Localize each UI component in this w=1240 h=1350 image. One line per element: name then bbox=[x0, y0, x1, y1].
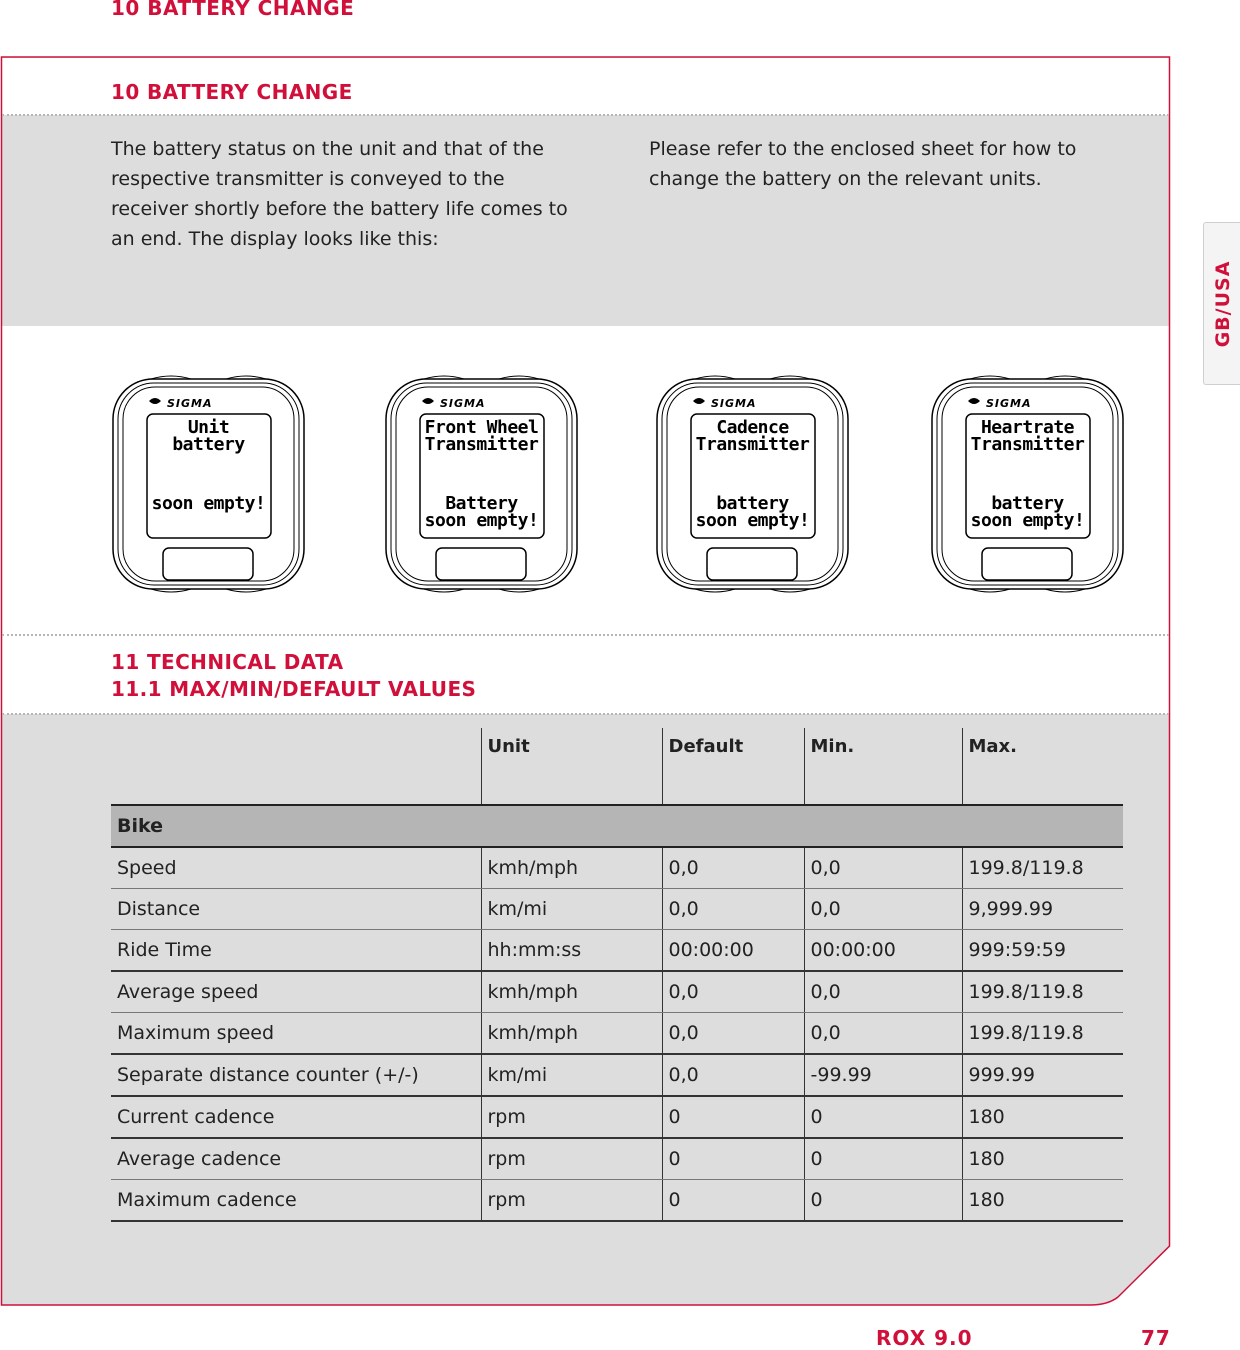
table-cell: 0,0 bbox=[662, 1054, 804, 1096]
screen-line-4: soon empty! bbox=[970, 510, 1085, 531]
screen-line-1: Unit bbox=[187, 417, 230, 438]
column-header-unit: Unit bbox=[481, 728, 662, 805]
table-cell: 0 bbox=[804, 1180, 962, 1222]
table-cell: km/mi bbox=[481, 889, 662, 930]
table-cell: 0,0 bbox=[662, 1013, 804, 1055]
table-cell: kmh/mph bbox=[481, 971, 662, 1013]
table-cell: kmh/mph bbox=[481, 847, 662, 889]
footer-product: ROX 9.0 bbox=[876, 1326, 973, 1350]
table-cell: km/mi bbox=[481, 1054, 662, 1096]
screen-line-1: Heartrate bbox=[980, 417, 1075, 438]
table-row bbox=[111, 1096, 1123, 1138]
table-cell: 180 bbox=[962, 1096, 1123, 1138]
table-cell: 0 bbox=[804, 1096, 962, 1138]
screen-line-3: battery bbox=[991, 493, 1064, 514]
screen-line-3: Battery bbox=[445, 493, 518, 514]
table-cell: 999:59:59 bbox=[962, 930, 1123, 972]
column-header bbox=[111, 728, 481, 805]
table-row bbox=[111, 847, 1123, 889]
table-cell: 180 bbox=[962, 1180, 1123, 1222]
table-cell: 0,0 bbox=[804, 1013, 962, 1055]
language-tab bbox=[1203, 222, 1240, 385]
table-cell: 0 bbox=[662, 1138, 804, 1180]
section11-title: 11 TECHNICAL DATA bbox=[111, 650, 344, 674]
table-row bbox=[111, 930, 1123, 972]
brand-label: SIGMA bbox=[986, 397, 1032, 410]
screen-line-2: Transmitter bbox=[970, 434, 1085, 455]
table-cell: Maximum speed bbox=[111, 1013, 481, 1055]
table-cell: 199.8/119.8 bbox=[962, 971, 1123, 1013]
divider bbox=[2, 713, 1169, 715]
table-cell: 0 bbox=[662, 1096, 804, 1138]
table-cell: 0 bbox=[804, 1138, 962, 1180]
table-group-row bbox=[111, 805, 1123, 847]
table-cell: Ride Time bbox=[111, 930, 481, 972]
table-row bbox=[111, 971, 1123, 1013]
screen-line-2: Transmitter bbox=[695, 434, 810, 455]
group-label: Bike bbox=[111, 805, 481, 847]
brand-label: SIGMA bbox=[711, 397, 757, 410]
table-cell: 0,0 bbox=[804, 889, 962, 930]
table-cell: 0,0 bbox=[662, 847, 804, 889]
table-cell: 199.8/119.8 bbox=[962, 1013, 1123, 1055]
section10-title: 10 BATTERY CHANGE bbox=[111, 80, 353, 104]
table-row bbox=[111, 1054, 1123, 1096]
table-cell: kmh/mph bbox=[481, 1013, 662, 1055]
section10-left-paragraph: The battery status on the unit and that of the respective transmitter is conveyed to the receiver shortly before the battery life comes to an end. The display looks like this: bbox=[111, 138, 568, 250]
device-front-wheel-transmitter bbox=[384, 373, 579, 597]
table-cell: 999.99 bbox=[962, 1054, 1123, 1096]
table-cell: 00:00:00 bbox=[804, 930, 962, 972]
screen-line-4: soon empty! bbox=[151, 493, 266, 514]
table-cell: Speed bbox=[111, 847, 481, 889]
divider bbox=[2, 114, 1169, 116]
table-cell: Maximum cadence bbox=[111, 1180, 481, 1222]
section11-subtitle: 11.1 MAX/MIN/DEFAULT VALUES bbox=[111, 677, 477, 701]
table-cell: Separate distance counter (+/-) bbox=[111, 1054, 481, 1096]
screen-line-3: battery bbox=[716, 493, 789, 514]
table-row bbox=[111, 1013, 1123, 1055]
divider bbox=[2, 634, 1169, 636]
screen-line-1: Front Wheel bbox=[424, 417, 539, 438]
table-cell: Average cadence bbox=[111, 1138, 481, 1180]
page-header: 10 BATTERY CHANGE bbox=[111, 0, 355, 20]
device-heartrate-transmitter bbox=[930, 373, 1125, 597]
table-header-row bbox=[111, 728, 1123, 805]
table-cell: Current cadence bbox=[111, 1096, 481, 1138]
table-cell: 180 bbox=[962, 1138, 1123, 1180]
table-cell: 0 bbox=[662, 1180, 804, 1222]
column-header-min: Min. bbox=[804, 728, 962, 805]
table-cell: 0,0 bbox=[804, 971, 962, 1013]
brand-label: SIGMA bbox=[167, 397, 213, 410]
table-cell: rpm bbox=[481, 1138, 662, 1180]
table-cell: 00:00:00 bbox=[662, 930, 804, 972]
footer-page-number: 77 bbox=[1141, 1326, 1171, 1350]
screen-line-4: soon empty! bbox=[424, 510, 539, 531]
brand-label: SIGMA bbox=[440, 397, 486, 410]
table-cell: 0,0 bbox=[662, 971, 804, 1013]
table-cell: 0,0 bbox=[804, 847, 962, 889]
screen-line-1: Cadence bbox=[716, 417, 789, 438]
table-cell: hh:mm:ss bbox=[481, 930, 662, 972]
screen-line-4: soon empty! bbox=[695, 510, 810, 531]
table-cell: rpm bbox=[481, 1180, 662, 1222]
language-tab-label: GB/USA bbox=[1211, 260, 1234, 347]
table-cell: Average speed bbox=[111, 971, 481, 1013]
screen-line-2: battery bbox=[172, 434, 245, 455]
table-row bbox=[111, 889, 1123, 930]
table-cell: 199.8/119.8 bbox=[962, 847, 1123, 889]
section10-right-paragraph: Please refer to the enclosed sheet for how to change the battery on the relevant units. bbox=[649, 138, 1077, 190]
device-cadence-transmitter bbox=[655, 373, 850, 597]
table-row bbox=[111, 1138, 1123, 1180]
screen-line-2: Transmitter bbox=[424, 434, 539, 455]
device-unit-battery bbox=[111, 373, 306, 597]
table-cell: -99.99 bbox=[804, 1054, 962, 1096]
table-cell: Distance bbox=[111, 889, 481, 930]
column-header-default: Default bbox=[662, 728, 804, 805]
table-row bbox=[111, 1180, 1123, 1222]
technical-data-table bbox=[111, 728, 1123, 1222]
table-cell: rpm bbox=[481, 1096, 662, 1138]
column-header-max: Max. bbox=[962, 728, 1123, 805]
table-cell: 9,999.99 bbox=[962, 889, 1123, 930]
table-cell: 0,0 bbox=[662, 889, 804, 930]
